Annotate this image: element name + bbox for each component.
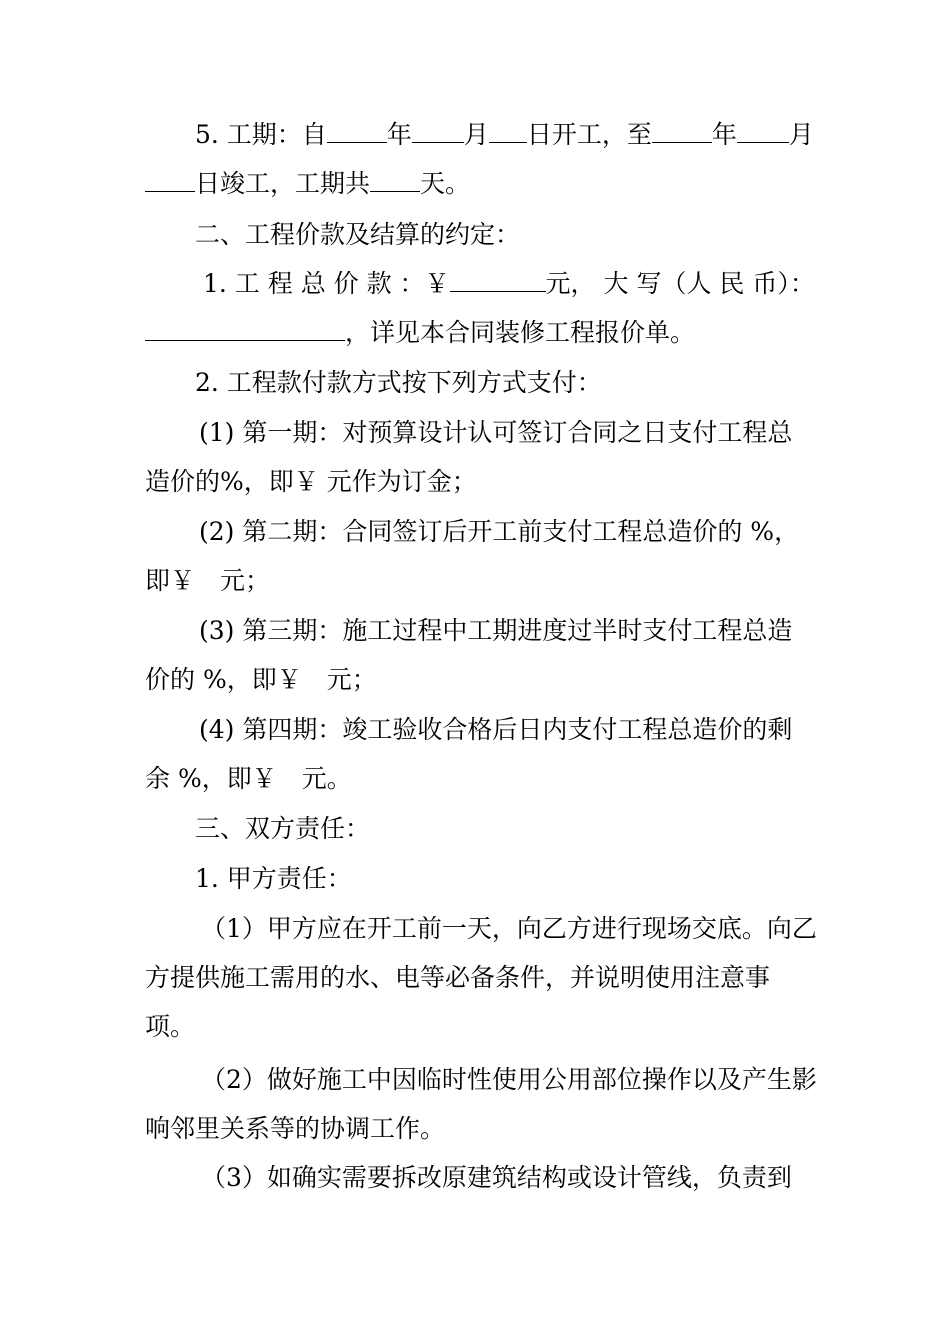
blank-line xyxy=(412,118,464,143)
paragraph-payment-phase-3: (3) 第三期：施工过程中工期进度过半时支付工程总造价的 %，即￥ 元； xyxy=(145,616,793,694)
blank-line xyxy=(145,167,195,192)
paragraph-construction-period xyxy=(145,110,817,208)
text-segment: 元， 大 写（人 民 币）： xyxy=(545,269,815,298)
paragraph-payment-phase-1: (1) 第一期：对预算设计认可签订合同之日支付工程总造价的%，即￥ 元作为订金； xyxy=(145,418,793,496)
paragraph-payment-phase-2: (2) 第二期：合同签订后开工前支付工程总造价的 %，即￥ 元； xyxy=(145,517,800,595)
text-segment: 年 xyxy=(386,120,412,149)
text-segment: 1. 工 程 总 价 款 ：￥ xyxy=(203,269,450,298)
text-segment: 年 xyxy=(711,120,737,149)
text-segment: 5. 工期：自 xyxy=(195,120,327,149)
text-segment: 月 xyxy=(788,120,814,149)
text-segment: 日开工，至 xyxy=(526,120,652,149)
section-heading-price: 二、工程价款及结算的约定： xyxy=(195,220,521,249)
blank-line xyxy=(327,118,387,143)
text-segment: 日竣工，工期共 xyxy=(195,169,371,198)
paragraph-party-a-item-3: （3）如确实需要拆改原建筑结构或设计管线，负责到 xyxy=(201,1163,792,1192)
paragraph-party-a-item-2: （2）做好施工中因临时性使用公用部位操作以及产生影响邻里关系等的协调工作。 xyxy=(145,1065,817,1143)
paragraph-party-a-item-1: （1）甲方应在开工前一天，向乙方进行现场交底。向乙方提供施工需用的水、电等必备条件，并说明使用注意事项。 xyxy=(145,914,817,1041)
section-heading-responsibilities: 三、双方责任： xyxy=(195,814,371,843)
text-segment: 天。 xyxy=(420,169,471,198)
blank-line xyxy=(489,118,527,143)
blank-line xyxy=(370,167,420,192)
paragraph-payment-method: 2. 工程款付款方式按下列方式支付： xyxy=(195,368,602,397)
text-segment: ，详见本合同装修工程报价单。 xyxy=(345,318,696,347)
text-segment: 月 xyxy=(463,120,489,149)
blank-line xyxy=(652,118,712,143)
blank-line xyxy=(145,316,345,341)
paragraph-payment-phase-4: (4) 第四期：竣工验收合格后日内支付工程总造价的剩余 %，即￥ 元。 xyxy=(145,715,793,793)
blank-line xyxy=(450,267,546,292)
subheading-party-a: 1. 甲方责任： xyxy=(195,864,352,893)
paragraph-total-price xyxy=(145,259,817,357)
blank-line xyxy=(737,118,789,143)
